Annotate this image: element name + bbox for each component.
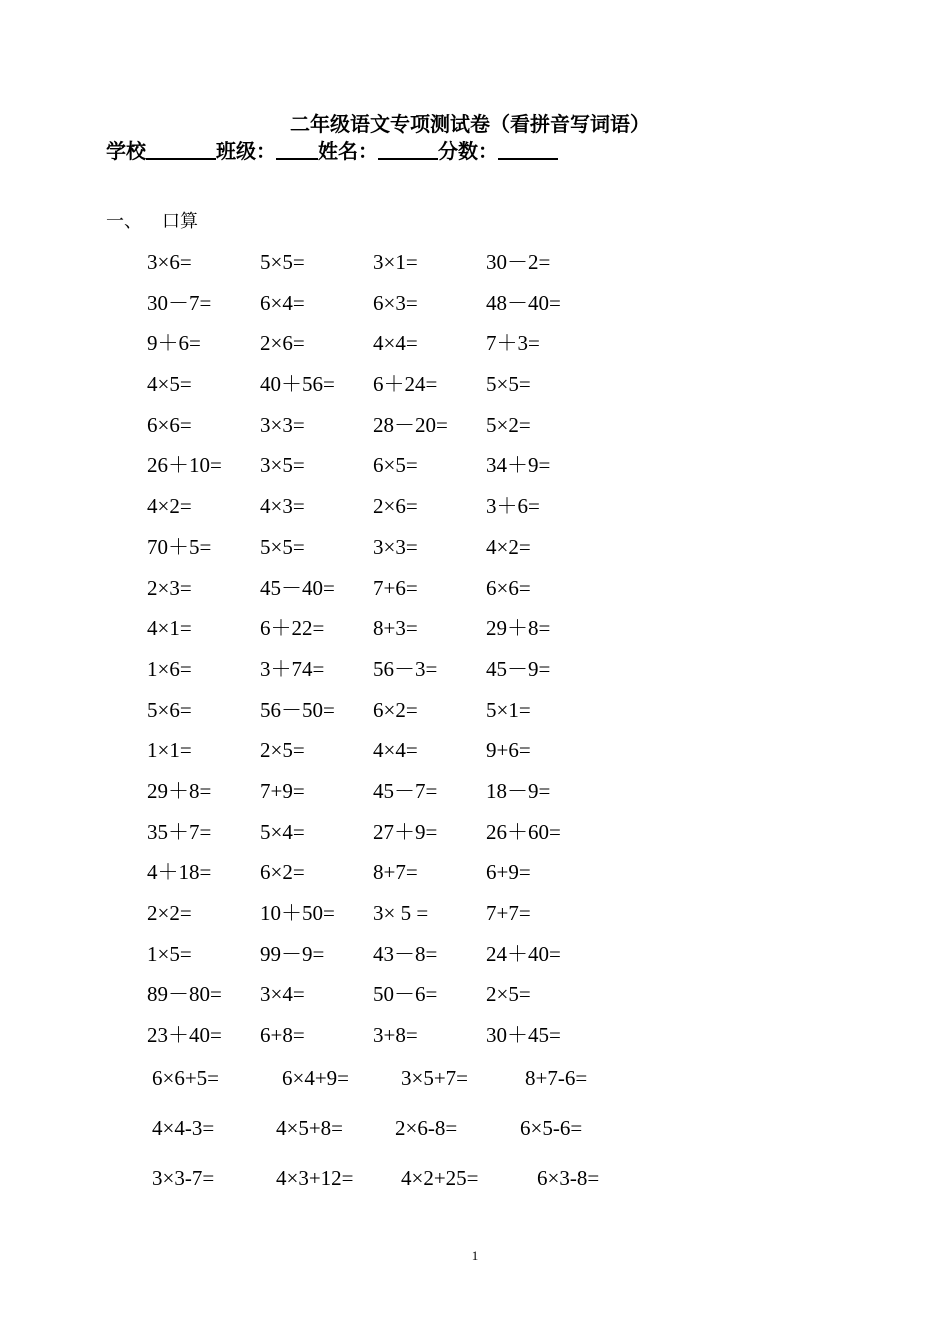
problem-row	[147, 411, 606, 452]
problem: 3×4=	[260, 982, 305, 1007]
problem: 23＋40=	[147, 1023, 222, 1048]
mixed-problem: 3×3-7=	[152, 1166, 215, 1190]
problem: 10＋50=	[260, 901, 335, 925]
mixed-problem: 4×4-3=	[152, 1116, 215, 1140]
problem: 4×5=	[147, 372, 192, 397]
problem: 5×5=	[260, 250, 305, 274]
problem: 9+6=	[486, 738, 531, 763]
problem: 2×3=	[147, 575, 192, 600]
mixed-problem: 3×5+7=	[401, 1066, 469, 1090]
problem-row	[147, 1021, 606, 1062]
problem: 3×5=	[260, 453, 305, 478]
problem: 89－80=	[147, 982, 222, 1007]
problem: 4×2=	[486, 534, 531, 559]
problem: 70＋5=	[147, 534, 212, 559]
problem-row	[147, 777, 606, 818]
mixed-problem: 4×2+25=	[401, 1166, 479, 1190]
problem: 48－40=	[486, 290, 561, 315]
mixed-problem: 6×4+9=	[282, 1066, 350, 1090]
problem: 56－50=	[260, 697, 335, 722]
problem-row	[147, 614, 606, 655]
problem-row	[147, 492, 606, 533]
problem-row	[147, 574, 606, 615]
problem: 2×5=	[486, 982, 531, 1007]
problem: 6×6=	[147, 412, 192, 437]
oral-arithmetic-grid	[147, 248, 606, 1062]
problem-row	[147, 289, 606, 330]
problem-row	[147, 858, 606, 899]
problem: 1×6=	[147, 656, 192, 681]
problem: 24＋40=	[486, 941, 561, 966]
problem: 4×3=	[260, 494, 305, 519]
problem: 5×6=	[147, 697, 192, 722]
problem: 3+8=	[373, 1023, 418, 1048]
problem: 8+7=	[373, 860, 418, 885]
problem: 1×1=	[147, 738, 192, 763]
problem: 3×1=	[373, 250, 418, 274]
problem: 6+8=	[260, 1023, 305, 1048]
problem: 1×5=	[147, 941, 192, 966]
section-number: 一、	[106, 211, 142, 232]
school-label: 学校	[106, 139, 146, 163]
problem: 6×6=	[486, 575, 531, 600]
mixed-problem: 6×5-6=	[520, 1116, 583, 1140]
problem: 4＋18=	[147, 860, 212, 885]
problem: 29＋8=	[147, 778, 212, 803]
problem-row	[147, 818, 606, 859]
problem: 6×3=	[373, 290, 418, 315]
problem: 2×2=	[147, 901, 192, 925]
school-blank	[146, 138, 216, 160]
problem: 30－2=	[486, 250, 551, 274]
problem-row	[147, 533, 606, 574]
page-number: 1	[471, 1248, 479, 1263]
problem: 45－9=	[486, 656, 551, 681]
problem: 5×5=	[486, 372, 531, 397]
problem: 5×5=	[260, 534, 305, 559]
problem: 8+3=	[373, 616, 418, 641]
name-label: 姓名：	[318, 139, 378, 163]
problem: 2×6=	[260, 331, 305, 356]
problem: 45－40=	[260, 575, 335, 600]
problem: 26＋10=	[147, 453, 222, 478]
problem: 28－20=	[373, 412, 448, 437]
problem: 7+6=	[373, 575, 418, 600]
problem: 3×3=	[260, 412, 305, 437]
problem: 3×6=	[147, 250, 192, 274]
problem: 45－7=	[373, 778, 438, 803]
problem: 99－9=	[260, 941, 325, 966]
problem: 6＋24=	[373, 372, 438, 397]
problem-row	[147, 370, 606, 411]
problem: 43－8=	[373, 941, 438, 966]
problem: 26＋60=	[486, 819, 561, 844]
problem: 18－9=	[486, 778, 551, 803]
problem: 50－6=	[373, 982, 438, 1007]
problem: 3＋6=	[486, 494, 540, 519]
page-title: 二年级语文专项测试卷（看拼音写词语）	[290, 112, 650, 136]
problem: 6×4=	[260, 290, 305, 315]
section-heading	[106, 210, 198, 234]
problem: 4×1=	[147, 616, 192, 641]
problem: 2×5=	[260, 738, 305, 763]
problem: 6×2=	[373, 697, 418, 722]
problem-row	[147, 736, 606, 777]
problem: 6×2=	[260, 860, 305, 885]
problem: 3× 5 =	[373, 901, 429, 925]
problem: 5×1=	[486, 697, 531, 722]
mixed-problem: 2×6-8=	[395, 1116, 458, 1140]
problem-row	[147, 980, 606, 1021]
problem: 6＋22=	[260, 616, 325, 641]
problem: 9＋6=	[147, 331, 201, 356]
problem: 6×5=	[373, 453, 418, 478]
problem: 35＋7=	[147, 819, 212, 844]
mixed-problem: 6×3-8=	[537, 1166, 600, 1190]
mixed-row	[152, 1114, 632, 1142]
name-blank	[378, 138, 438, 160]
problem-row	[147, 696, 606, 737]
problem: 27＋9=	[373, 819, 438, 844]
mixed-problem: 8+7-6=	[525, 1066, 588, 1090]
problem: 40＋56=	[260, 372, 335, 397]
problem: 30－7=	[147, 290, 212, 315]
problem: 29＋8=	[486, 616, 551, 641]
problem-row	[147, 248, 606, 289]
problem: 4×4=	[373, 738, 418, 763]
problem-row	[147, 940, 606, 981]
problem: 56－3=	[373, 656, 438, 681]
problem: 3×3=	[373, 534, 418, 559]
problem: 5×4=	[260, 819, 305, 844]
mixed-problem: 4×3+12=	[276, 1166, 354, 1190]
problem: 7+7=	[486, 901, 531, 925]
mixed-problem: 4×5+8=	[276, 1116, 344, 1140]
mixed-row	[152, 1164, 632, 1192]
section-label: 口算	[162, 211, 198, 232]
problem: 4×2=	[147, 494, 192, 519]
problem: 4×4=	[373, 331, 418, 356]
mixed-problem: 6×6+5=	[152, 1066, 220, 1090]
student-info-line	[106, 138, 558, 164]
problem: 6+9=	[486, 860, 531, 885]
problem-row	[147, 329, 606, 370]
class-label: 班级：	[216, 139, 276, 163]
problem: 2×6=	[373, 494, 418, 519]
problem-row	[147, 655, 606, 696]
problem: 34＋9=	[486, 453, 551, 478]
score-label: 分数：	[438, 139, 498, 163]
problem: 5×2=	[486, 412, 531, 437]
score-blank	[498, 138, 558, 160]
problem: 7+9=	[260, 778, 305, 803]
problem-row	[147, 899, 606, 940]
problem: 3＋74=	[260, 656, 325, 681]
problem: 7＋3=	[486, 331, 540, 356]
mixed-row	[152, 1064, 632, 1092]
problem: 30＋45=	[486, 1023, 561, 1048]
problem-row	[147, 451, 606, 492]
class-blank	[276, 138, 318, 160]
